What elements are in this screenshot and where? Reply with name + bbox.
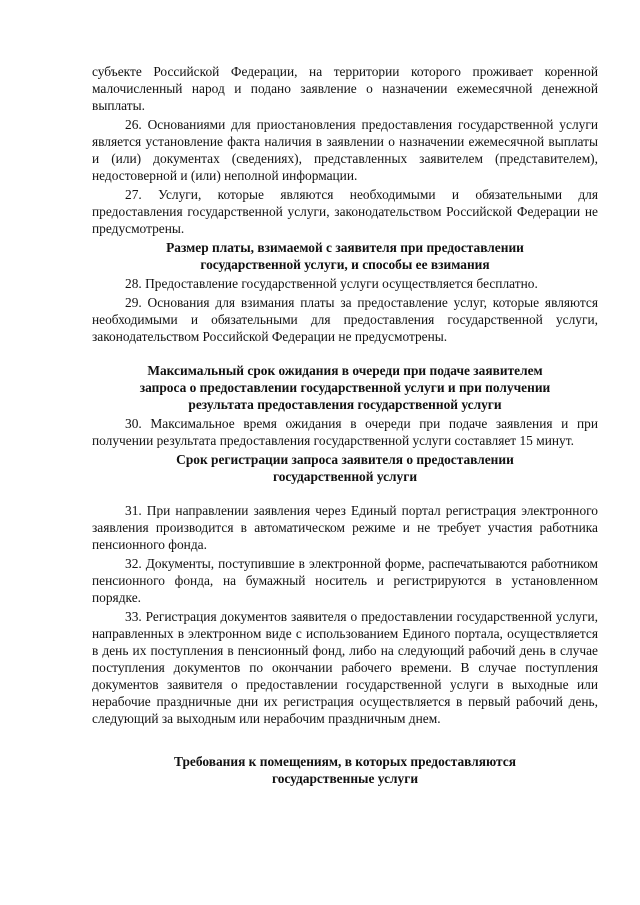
heading-line: результата предоставления государственной услуги xyxy=(188,397,502,412)
heading-line: Максимальный срок ожидания в очереди при подаче заявителем xyxy=(147,363,543,378)
paragraph-29: 29. Основания для взимания платы за предоставление услуг, которые являются необходимыми и обязательными для предоставления государственной услуги, законодательством Российской Федерации не предусмотрены. xyxy=(92,295,598,344)
heading-line: запроса о предоставлении государственной услуги и при получении xyxy=(139,380,551,395)
paragraph-31: 31. При направлении заявления через Единый портал регистрация электронного заявления производится в автоматическом режиме и не требует участия работника пенсионного фонда. xyxy=(92,503,598,552)
section-heading-fee xyxy=(92,239,598,273)
heading-line: государственной услуги, и способы ее взимания xyxy=(200,257,490,272)
heading-line: государственные услуги xyxy=(271,771,419,786)
section-heading-premises xyxy=(92,753,598,787)
paragraph-27: 27. Услуги, которые являются необходимыми и обязательными для предоставления государственной услуги, законодательством Российской Федерации не предусмотрены. xyxy=(92,187,598,236)
heading-line: Требования к помещениям, в которых предоставляются xyxy=(174,754,516,769)
document-page xyxy=(92,63,598,787)
heading-line: государственной услуги xyxy=(272,469,418,484)
heading-line: Срок регистрации запроса заявителя о предоставлении xyxy=(176,452,514,467)
section-heading-registration xyxy=(92,451,598,485)
paragraph-25-continuation: субъекте Российской Федерации, на территории которого проживает коренной малочисленный народ и подано заявление о назначении ежемесячной денежной выплаты. xyxy=(92,64,598,113)
paragraph-32: 32. Документы, поступившие в электронной форме, распечатываются работником пенсионного фонда, на бумажный носитель и регистрируются в установленном порядке. xyxy=(92,556,598,605)
paragraph-28: 28. Предоставление государственной услуги осуществляется бесплатно. xyxy=(125,276,538,291)
paragraph-30: 30. Максимальное время ожидания в очереди при подаче заявления и при получении результата предоставления государственной услуги составляет 15 минут. xyxy=(92,416,598,448)
heading-line: Размер платы, взимаемой с заявителя при предоставлении xyxy=(166,240,524,255)
paragraph-33: 33. Регистрация документов заявителя о предоставлении государственной услуги, направленных в электронном виде с использованием Единого портала, осуществляется в день их поступления в пенсионный фонд, либо на следующий рабочий день в случае поступления документов по окончании рабочего времени. В случае поступления документов заявителя о предоставлении государственной услуги в выходные или нерабочие праздничные дни их регистрация осуществляется в первый рабочий день, следующий за выходным или нерабочим праздничным днем. xyxy=(92,609,598,726)
section-heading-queue xyxy=(92,362,598,413)
paragraph-26: 26. Основаниями для приостановления предоставления государственной услуги является установление факта наличия в заявлении о назначении ежемесячной выплаты и (или) документах (сведениях), представленных заявителем (представителем), недостоверной и (или) неполной информации. xyxy=(92,117,598,183)
